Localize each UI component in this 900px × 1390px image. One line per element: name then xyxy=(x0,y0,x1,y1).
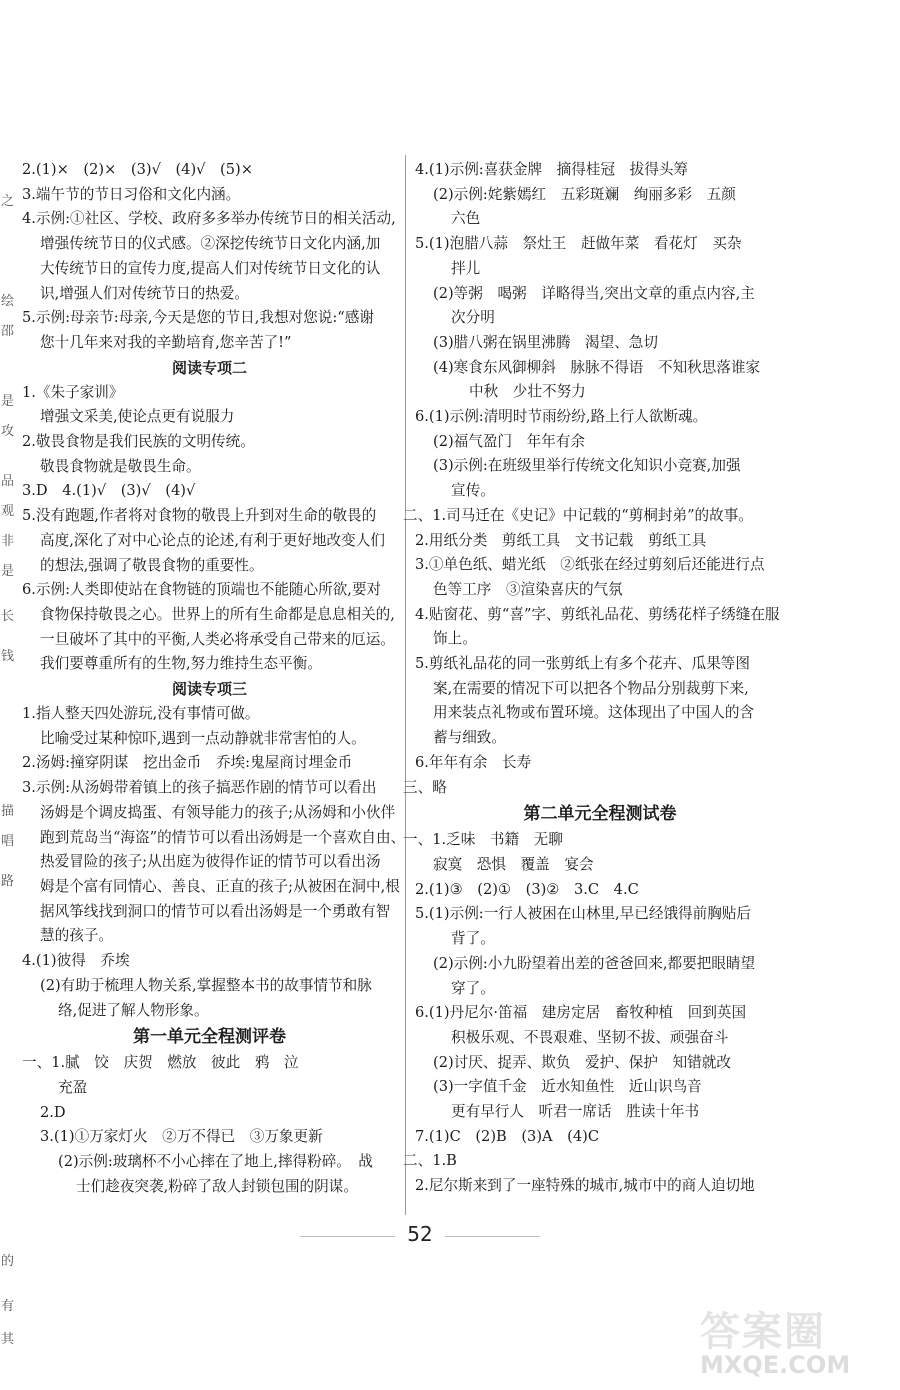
answer-line: 5.示例:母亲节:母亲,今天是您的节日,我想对您说:“感谢 xyxy=(22,309,374,327)
answer-line: 3.(1)①万家灯火 ②万不得已 ③万象更新 xyxy=(40,1128,323,1146)
edge-char: 绘 xyxy=(1,294,15,309)
answer-line: 中秋 少壮不努力 xyxy=(469,383,586,401)
answer-line: 6.(1)示例:清明时节雨纷纷,路上行人欲断魂。 xyxy=(415,408,708,426)
answer-line: 二、1.司马迁在《史记》中记载的“剪桐封弟”的故事。 xyxy=(403,506,753,524)
edge-char: 其 xyxy=(1,1332,15,1347)
answer-line: 2.(1)③ (2)① (3)② 3.C 4.C xyxy=(415,880,639,898)
answer-line: 4.(1)示例:喜获金牌 摘得桂冠 拔得头筹 xyxy=(415,161,689,178)
answer-line: 一旦破坏了其中的平衡,人类必将承受自己带来的厄运。 xyxy=(40,630,395,648)
answer-line: 背了。 xyxy=(451,930,495,948)
answer-line: 跑到荒岛当“海盗”的情节可以看出汤姆是一个喜欢自由、 xyxy=(40,828,406,846)
edge-char: 邵 xyxy=(1,324,15,339)
answer-line: 三、略 xyxy=(403,778,447,796)
answer-line: 4.贴窗花、剪“喜”字、剪纸礼品花、剪绣花样子绣缝在服 xyxy=(415,605,780,623)
section-heading: 第一单元全程测评卷 xyxy=(133,1027,286,1048)
answer-line: 一、1.乏味 书籍 无聊 xyxy=(403,831,563,849)
answer-line: 的想法,强调了敬畏食物的重要性。 xyxy=(40,556,264,574)
watermark-logo: 答案圈 xyxy=(700,1309,826,1355)
answer-line: 3.D 4.(1)√ (3)√ (4)√ xyxy=(22,482,196,500)
edge-char: 描 xyxy=(1,804,15,819)
answer-line: 一、1.腻 饺 庆贺 燃放 彼此 鸦 泣 xyxy=(22,1054,299,1072)
edge-char: 观 xyxy=(1,504,15,519)
edge-char: 唱 xyxy=(1,834,15,849)
section-heading: 阅读专项二 xyxy=(171,358,247,377)
answer-line: 敬畏食物就是敬畏生命。 xyxy=(40,457,201,475)
answer-line: 2.敬畏食物是我们民族的文明传统。 xyxy=(22,433,255,451)
answer-line: 1.《朱子家训》 xyxy=(22,383,124,401)
answer-line: 6.示例:人类即使站在食物链的顶端也不能随心所欲,要对 xyxy=(22,581,382,599)
answer-line: 4.示例:①社区、学校、政府多多举办传统节日的相关活动, xyxy=(22,210,396,228)
answer-line: 我们要尊重所有的生物,努力维持生态平衡。 xyxy=(40,655,322,673)
answer-line: 2.D xyxy=(40,1103,66,1121)
answer-line: 食物保持敬畏之心。世界上的所有生命都是息息相关的, xyxy=(40,605,395,623)
answer-line: 4.(1)彼得 乔埃 xyxy=(22,952,130,970)
watermark xyxy=(700,1300,895,1385)
answer-line: 穿了。 xyxy=(451,979,495,997)
answer-line: 慧的孩子。 xyxy=(40,927,113,945)
edge-char: 钱 xyxy=(1,649,15,664)
answer-line: 充盈 xyxy=(58,1078,88,1096)
answer-line: 宣传。 xyxy=(451,482,495,500)
answer-line: 5.没有跑题,作者将对食物的敬畏上升到对生命的敬畏的 xyxy=(22,507,377,525)
answer-line: 案,在需要的情况下可以把各个物品分别裁剪下来, xyxy=(433,679,749,697)
answer-line: 5.(1)泡腊八蒜 祭灶王 赶做年菜 看花灯 买杂 xyxy=(415,235,742,253)
left-column xyxy=(22,158,406,1199)
edge-char: 有 xyxy=(1,1299,15,1314)
answer-line: (2)示例:姹紫嫣红 五彩斑斓 绚丽多彩 五颜 xyxy=(433,185,736,203)
answer-line: 更有早行人 听君一席话 胜读十年书 xyxy=(451,1103,700,1121)
answer-line: 比喻受过某种惊吓,遇到一点动静就非常害怕的人。 xyxy=(40,729,366,747)
edge-char: 品 xyxy=(1,474,15,489)
answer-line: 3.示例:从汤姆带着镇上的孩子搞恶作剧的情节可以看出 xyxy=(22,779,377,797)
answer-line: 2.(1)× (2)× (3)√ (4)√ (5)× xyxy=(22,161,253,178)
answer-line: 热爱冒险的孩子;从出庭为彼得作证的情节可以看出汤 xyxy=(40,853,381,871)
answer-line: 六色 xyxy=(451,210,481,228)
edge-char: 长 xyxy=(1,609,15,624)
answer-line: 识,增强人们对传统节日的热爱。 xyxy=(40,284,249,302)
answer-line: 积极乐观、不畏艰难、坚韧不拔、顽强奋斗 xyxy=(451,1028,729,1046)
answer-line: 络,促进了解人物形象。 xyxy=(58,1001,209,1019)
answer-line: 拌儿 xyxy=(451,259,481,277)
edge-char: 的 xyxy=(1,1254,15,1269)
page-number-rule-left xyxy=(300,1236,395,1237)
answer-line: (2)讨厌、捉弄、欺负 爱护、保护 知错就改 xyxy=(433,1053,731,1071)
answer-line: 寂寞 恐惧 覆盖 宴会 xyxy=(433,855,594,873)
answer-line: (3)腊八粥在锅里沸腾 渴望、急切 xyxy=(433,333,658,351)
answer-line: (2)有助于梳理人物关系,掌握整本书的故事情节和脉 xyxy=(40,976,372,994)
answer-line: 次分明 xyxy=(451,309,495,327)
answer-line: 士们趁夜突袭,粉碎了敌人封锁包围的阴谋。 xyxy=(76,1177,358,1195)
answer-line: 6.年年有余 长寿 xyxy=(415,753,532,771)
answer-line: 高度,深化了对中心论点的论述,有利于更好地改变人们 xyxy=(40,531,385,549)
answer-line: 饰上。 xyxy=(433,630,477,648)
answer-line: 2.用纸分类 剪纸工具 文书记载 剪纸工具 xyxy=(415,531,707,549)
answer-line: (2)示例:玻璃杯不小心摔在了地上,摔得粉碎。 战 xyxy=(58,1153,373,1171)
answer-line: 5.剪纸礼品花的同一张剪纸上有多个花卉、瓜果等图 xyxy=(415,655,750,673)
answer-line: 蓄与细致。 xyxy=(433,729,506,747)
page-number-rule-right xyxy=(445,1236,540,1237)
edge-char: 是 xyxy=(1,564,15,579)
right-column xyxy=(403,158,785,1199)
answer-line: (2)示例:小九盼望着出差的爸爸回来,都要把眼睛望 xyxy=(433,954,756,972)
watermark-url: MXQE.COM xyxy=(700,1351,851,1379)
page-number: 52 xyxy=(407,1222,433,1246)
section-heading: 第二单元全程测试卷 xyxy=(523,804,677,825)
answer-line: 6.(1)丹尼尔·笛福 建房定居 畜牧种植 回到英国 xyxy=(415,1004,747,1022)
answer-line: 据风筝线找到洞口的情节可以看出汤姆是一个勇敢有智 xyxy=(40,902,391,920)
answer-line: (3)示例:在班级里举行传统文化知识小竞赛,加强 xyxy=(433,457,741,475)
answer-line: 2.尼尔斯来到了一座特殊的城市,城市中的商人迫切地 xyxy=(415,1177,755,1195)
answer-line: 5.(1)示例:一行人被困在山林里,早已经饿得前胸贴后 xyxy=(415,905,752,923)
answer-line: 大传统节日的宣传力度,提高人们对传统节日文化的认 xyxy=(40,259,381,277)
answer-line: (2)等粥 喝粥 详略得当,突出文章的重点内容,主 xyxy=(433,284,755,302)
answer-line: 姆是个富有同情心、善良、正直的孩子;从被困在洞中,根 xyxy=(40,877,400,895)
answer-line: 用来装点礼物或布置环境。这体现出了中国人的含 xyxy=(433,704,755,722)
edge-char: 路 xyxy=(1,874,15,889)
answer-line: (4)寒食东风御柳斜 脉脉不得语 不知秋思落谁家 xyxy=(433,358,761,376)
answer-line: 1.指人整天四处游玩,没有事情可做。 xyxy=(22,705,260,723)
section-heading: 阅读专项三 xyxy=(171,680,247,699)
edge-char: 攻 xyxy=(1,424,15,439)
answer-line: 2.汤姆:撞穿阴谋 挖出金币 乔埃:鬼屋商讨埋金币 xyxy=(22,754,353,772)
answer-line: 二、1.B xyxy=(403,1152,457,1170)
answer-line: 7.(1)C (2)B (3)A (4)C xyxy=(415,1127,599,1145)
answer-line: 汤姆是个调皮捣蛋、有领导能力的孩子;从汤姆和小伙伴 xyxy=(40,803,396,821)
answer-line: (2)福气盈门 年年有余 xyxy=(433,432,586,450)
answer-line: (3)一字值千金 近水知鱼性 近山识鸟音 xyxy=(433,1078,702,1096)
answer-line: 增强文采美,使论点更有说服力 xyxy=(40,408,235,426)
answer-line: 3.①单色纸、蜡光纸 ②纸张在经过剪刻后还能进行点 xyxy=(415,556,765,574)
answer-line: 增强传统节日的仪式感。②深挖传统节日文化内涵,加 xyxy=(40,235,381,253)
answer-line: 色等工序 ③渲染喜庆的气氛 xyxy=(433,580,623,598)
edge-char: 是 xyxy=(1,394,15,409)
answer-line: 您十几年来对我的辛勤培育,您辛苦了!” xyxy=(40,333,292,351)
edge-char: 之 xyxy=(1,194,15,209)
answer-line: 3.端午节的节日习俗和文化内涵。 xyxy=(22,185,241,203)
edge-char: 非 xyxy=(1,534,15,549)
column-divider xyxy=(405,155,406,1215)
